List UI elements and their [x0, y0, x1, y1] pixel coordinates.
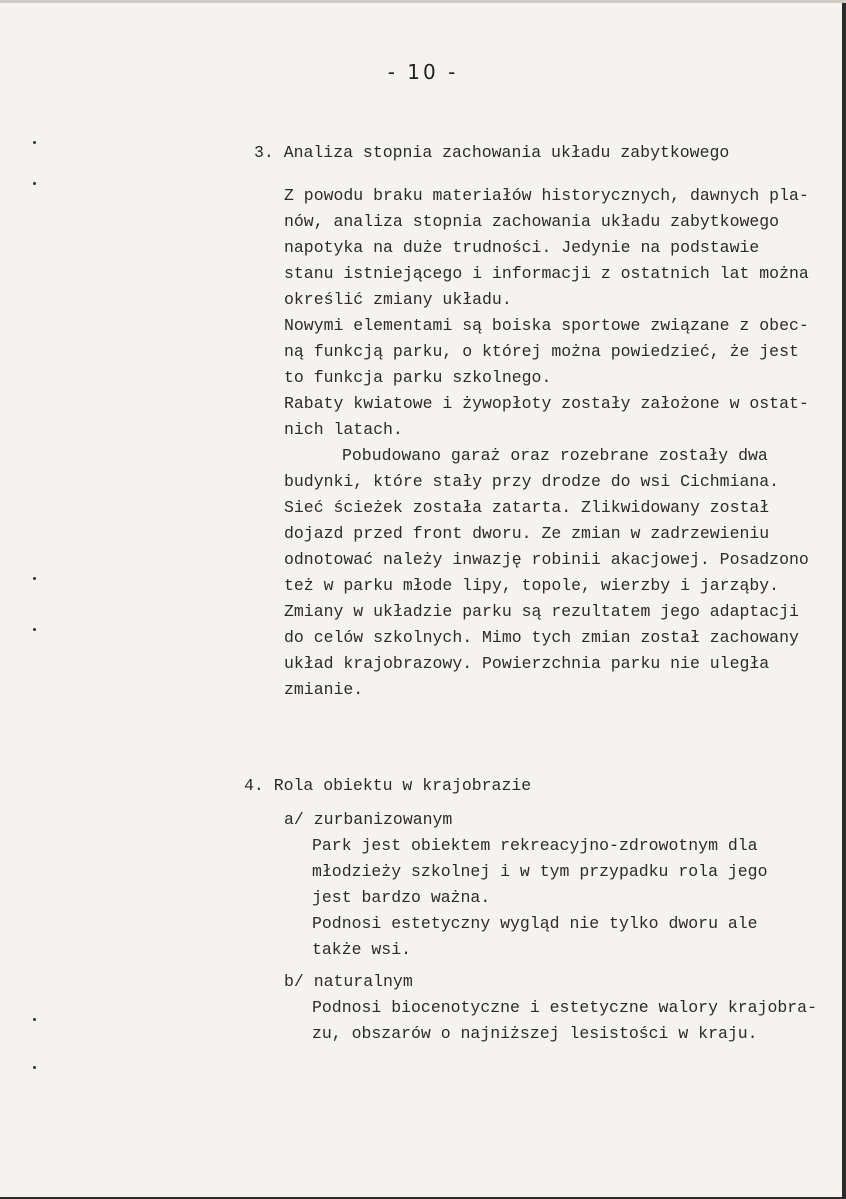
subsection-b-line: zu, obszarów o najniższej lesistości w kraju.: [312, 1024, 758, 1043]
section-3-line: ną funkcją parku, o której można powiedzieć, że jest: [284, 342, 799, 361]
section-3-line: Nowymi elementami są boiska sportowe związane z obec-: [284, 316, 809, 335]
section-3-line: określić zmiany układu.: [284, 290, 512, 309]
section-3-line: układ krajobrazowy. Powierzchnia parku nie uległa: [284, 654, 770, 673]
section-3-line: zmianie.: [284, 680, 364, 699]
subsection-a-line: Park jest obiektem rekreacyjno-zdrowotnym dla: [312, 836, 758, 855]
subsection-b-label: b/ naturalnym: [284, 972, 413, 991]
section-3-line: Rabaty kwiatowe i żywopłoty zostały założone w ostat-: [284, 394, 809, 413]
page-number: - 10 -: [387, 60, 459, 84]
subsection-a-label: a/ zurbanizowanym: [284, 810, 453, 829]
section-3-line: Sieć ścieżek została zatarta. Zlikwidowany został: [284, 498, 770, 517]
section-3-line: nich latach.: [284, 420, 403, 439]
section-3-line: też w parku młode lipy, topole, wierzby i jarząby.: [284, 576, 780, 595]
section-3-line: dojazd przed front dworu. Ze zmian w zadrzewieniu: [284, 524, 770, 543]
section-4-heading: 4. Rola obiektu w krajobrazie: [244, 776, 532, 795]
margin-dot: [33, 577, 36, 580]
section-3-line: napotyka na duże trudności. Jedynie na podstawie: [284, 238, 760, 257]
subsection-b-line: Podnosi biocenotyczne i estetyczne walory krajobra-: [312, 998, 817, 1017]
section-3-line: Z powodu braku materiałów historycznych, dawnych pla-: [284, 186, 809, 205]
section-3-line: Pobudowano garaż oraz rozebrane zostały dwa: [342, 446, 768, 465]
margin-dot: [33, 1018, 36, 1021]
margin-dot: [33, 1066, 36, 1069]
section-3-line: do celów szkolnych. Mimo tych zmian został zachowany: [284, 628, 799, 647]
section-3-line: to funkcja parku szkolnego.: [284, 368, 552, 387]
section-3-line: stanu istniejącego i informacji z ostatnich lat można: [284, 264, 809, 283]
subsection-a-line: także wsi.: [312, 940, 412, 959]
subsection-a-line: Podnosi estetyczny wygląd nie tylko dworu ale: [312, 914, 758, 933]
subsection-a-line: młodzieży szkolnej i w tym przypadku rola jego: [312, 862, 768, 881]
section-3-line: Zmiany w układzie parku są rezultatem jego adaptacji: [284, 602, 799, 621]
section-3-line: nów, analiza stopnia zachowania układu zabytkowego: [284, 212, 780, 231]
margin-dot: [33, 628, 36, 631]
margin-dot: [33, 141, 36, 144]
page-top-edge: [0, 0, 846, 3]
margin-dot: [33, 182, 36, 185]
section-3-line: odnotować należy inwazję robinii akacjowej. Posadzono: [284, 550, 809, 569]
section-3-heading: 3. Analiza stopnia zachowania układu zabytkowego: [254, 143, 730, 162]
section-3-line: budynki, które stały przy drodze do wsi Cichmiana.: [284, 472, 780, 491]
subsection-a-line: jest bardzo ważna.: [312, 888, 491, 907]
